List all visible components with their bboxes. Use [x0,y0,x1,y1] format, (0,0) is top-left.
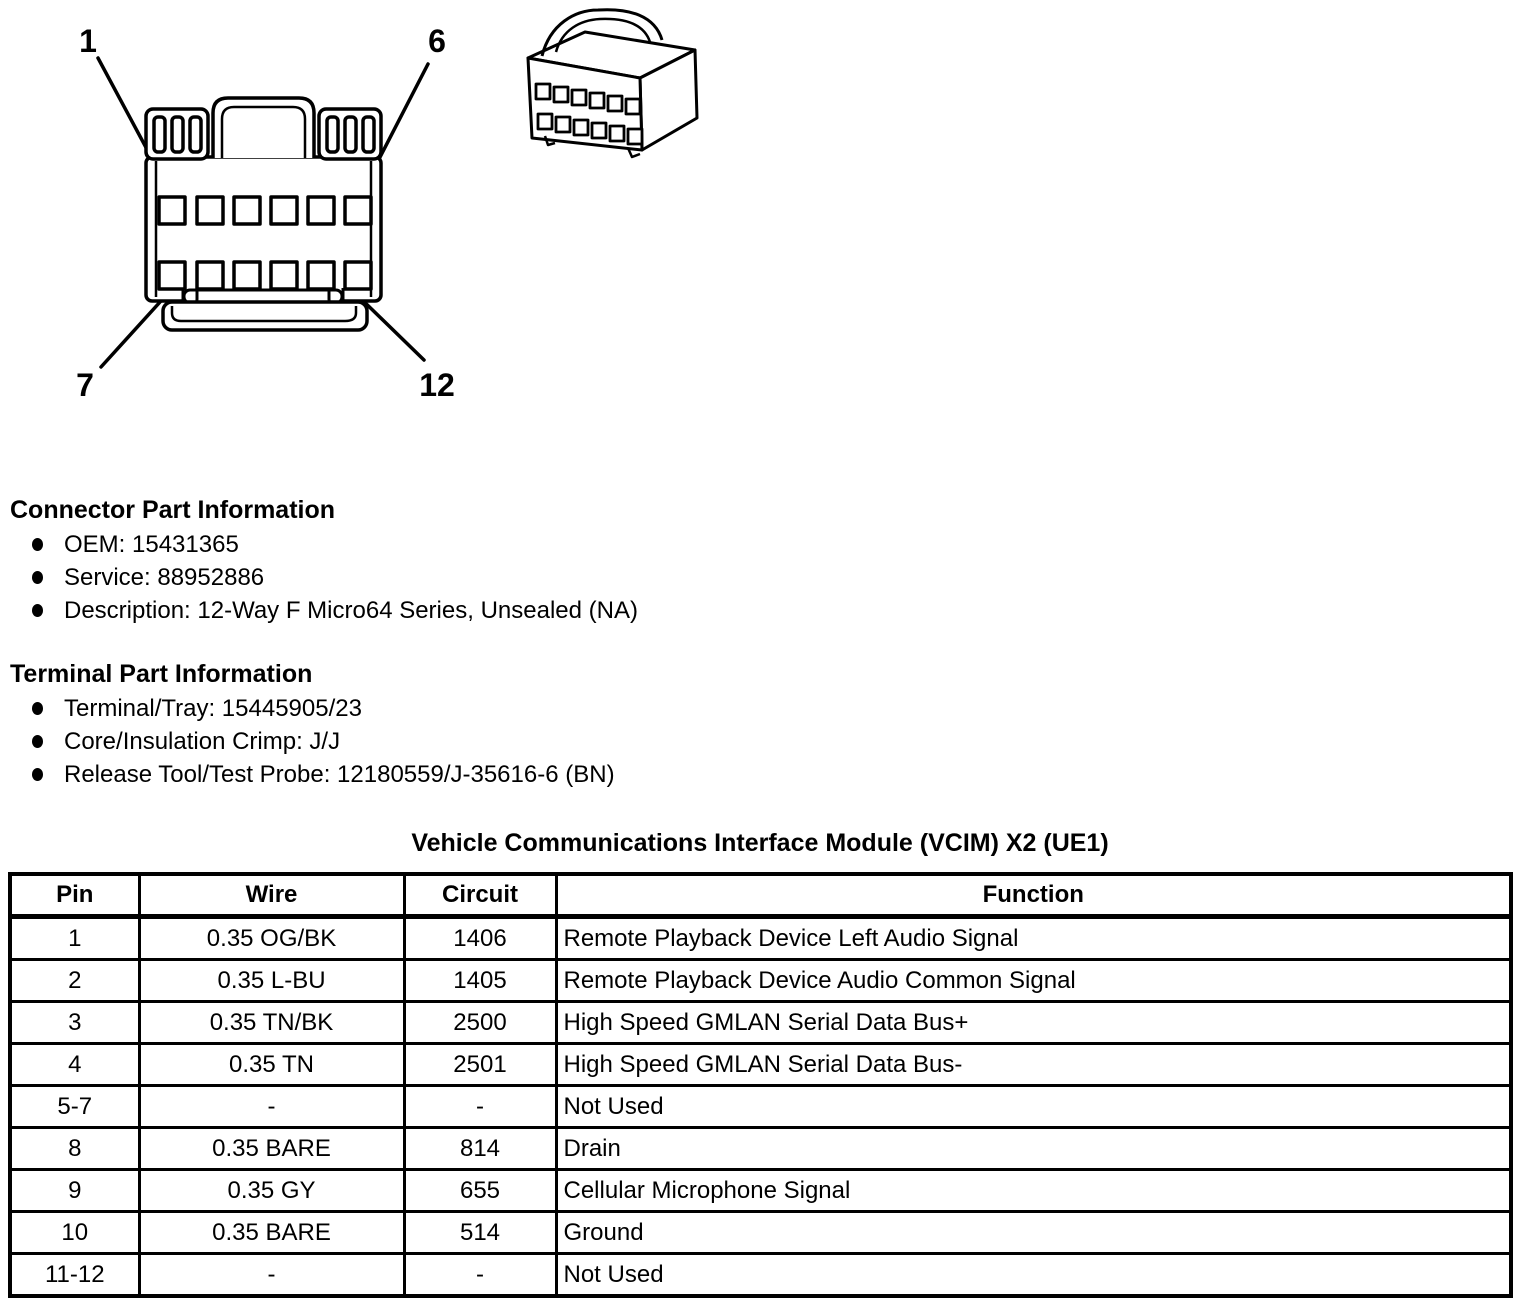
table-title: Vehicle Communications Interface Module (VCIM) X2 (UE1) [411,829,1109,857]
cell-function: Remote Playback Device Left Audio Signal [556,917,1511,960]
cell-wire: 0.35 BARE [139,1212,404,1254]
list-item [0,758,615,791]
table-row [10,1254,1511,1297]
bullet-icon [32,768,43,781]
terminal-info-heading: Terminal Part Information [10,659,313,688]
pinout-table [8,872,1513,1298]
list-item [0,725,615,758]
table-row [10,1002,1511,1044]
cell-function: Drain [556,1128,1511,1170]
cell-wire: 0.35 BARE [139,1128,404,1170]
terminal-info-list [0,692,615,791]
bullet-text: Core/Insulation Crimp: J/J [64,727,341,755]
col-header-pin: Pin [10,874,139,917]
cell-circuit: 514 [404,1212,556,1254]
bullet-icon [32,735,43,748]
table-row [10,1128,1511,1170]
cell-wire: 0.35 TN/BK [139,1002,404,1044]
list-item [0,528,638,561]
pin-cavity [345,197,371,224]
pin-1-label: 1 [79,23,97,59]
left-lock-tab [146,109,208,159]
bottom-retainer [163,288,367,330]
cell-function: High Speed GMLAN Serial Data Bus+ [556,1002,1511,1044]
cell-wire: 0.35 L-BU [139,960,404,1002]
table-row [10,1086,1511,1128]
pin-cavity [159,262,185,289]
bullet-text: Release Tool/Test Probe: 12180559/J-35616-6 (BN) [64,760,615,788]
cell-function: Not Used [556,1254,1511,1297]
cell-function: Not Used [556,1086,1511,1128]
cell-wire: - [139,1254,404,1297]
cell-pin: 1 [10,917,139,960]
pin-cavity [234,197,260,224]
bullet-text: Terminal/Tray: 15445905/23 [64,694,362,722]
cell-circuit: 1406 [404,917,556,960]
table-row [10,1170,1511,1212]
cell-pin: 2 [10,960,139,1002]
pin-6-label: 6 [428,23,446,59]
cell-circuit: - [404,1254,556,1297]
pin-cavity [197,262,223,289]
table-row [10,960,1511,1002]
bullet-text: OEM: 15431365 [64,530,239,558]
center-latch-tab [213,98,314,158]
pin-cavity [271,197,297,224]
connector-pinout-diagram [0,0,760,432]
pin-cavity [271,262,297,289]
connector-info-heading: Connector Part Information [10,495,336,524]
pin-7-label: 7 [76,367,94,403]
col-header-wire: Wire [139,874,404,917]
cell-wire: - [139,1086,404,1128]
bullet-text: Service: 88952886 [64,563,265,591]
bullet-icon [32,604,43,617]
list-item [0,692,615,725]
table-row [10,1212,1511,1254]
connector-info-list [0,528,638,627]
bullet-icon [32,538,43,551]
pin-12-label: 12 [419,367,455,403]
cell-pin: 9 [10,1170,139,1212]
cell-circuit: 655 [404,1170,556,1212]
right-lock-tab [319,109,381,159]
cell-circuit: 1405 [404,960,556,1002]
pin-cavity [159,197,185,224]
cell-wire: 0.35 OG/BK [139,917,404,960]
pin-cavity [197,197,223,224]
pin-cavity [308,197,334,224]
pin-cavity [308,262,334,289]
cell-wire: 0.35 GY [139,1170,404,1212]
cell-pin: 4 [10,1044,139,1086]
cell-circuit: 814 [404,1128,556,1170]
cell-function: Cellular Microphone Signal [556,1170,1511,1212]
cell-function: Ground [556,1212,1511,1254]
cell-pin: 5-7 [10,1086,139,1128]
bullet-icon [32,702,43,715]
pin-cavity [345,262,371,289]
cell-pin: 8 [10,1128,139,1170]
table-row [10,1044,1511,1086]
table-row [10,917,1511,960]
list-item [0,594,638,627]
cell-wire: 0.35 TN [139,1044,404,1086]
bullet-text: Description: 12-Way F Micro64 Series, Unsealed (NA) [64,596,638,624]
connector-3d-view [528,10,697,157]
cell-pin: 11-12 [10,1254,139,1297]
cell-circuit: 2501 [404,1044,556,1086]
cell-circuit: - [404,1086,556,1128]
cell-function: Remote Playback Device Audio Common Signal [556,960,1511,1002]
list-item [0,561,638,594]
cell-pin: 10 [10,1212,139,1254]
connector-front-view [146,98,381,330]
col-header-function: Function [556,874,1511,917]
header-row [10,874,1511,917]
pin-cavity [234,262,260,289]
cell-pin: 3 [10,1002,139,1044]
bullet-icon [32,571,43,584]
col-header-circuit: Circuit [404,874,556,917]
cell-function: High Speed GMLAN Serial Data Bus- [556,1044,1511,1086]
cell-circuit: 2500 [404,1002,556,1044]
